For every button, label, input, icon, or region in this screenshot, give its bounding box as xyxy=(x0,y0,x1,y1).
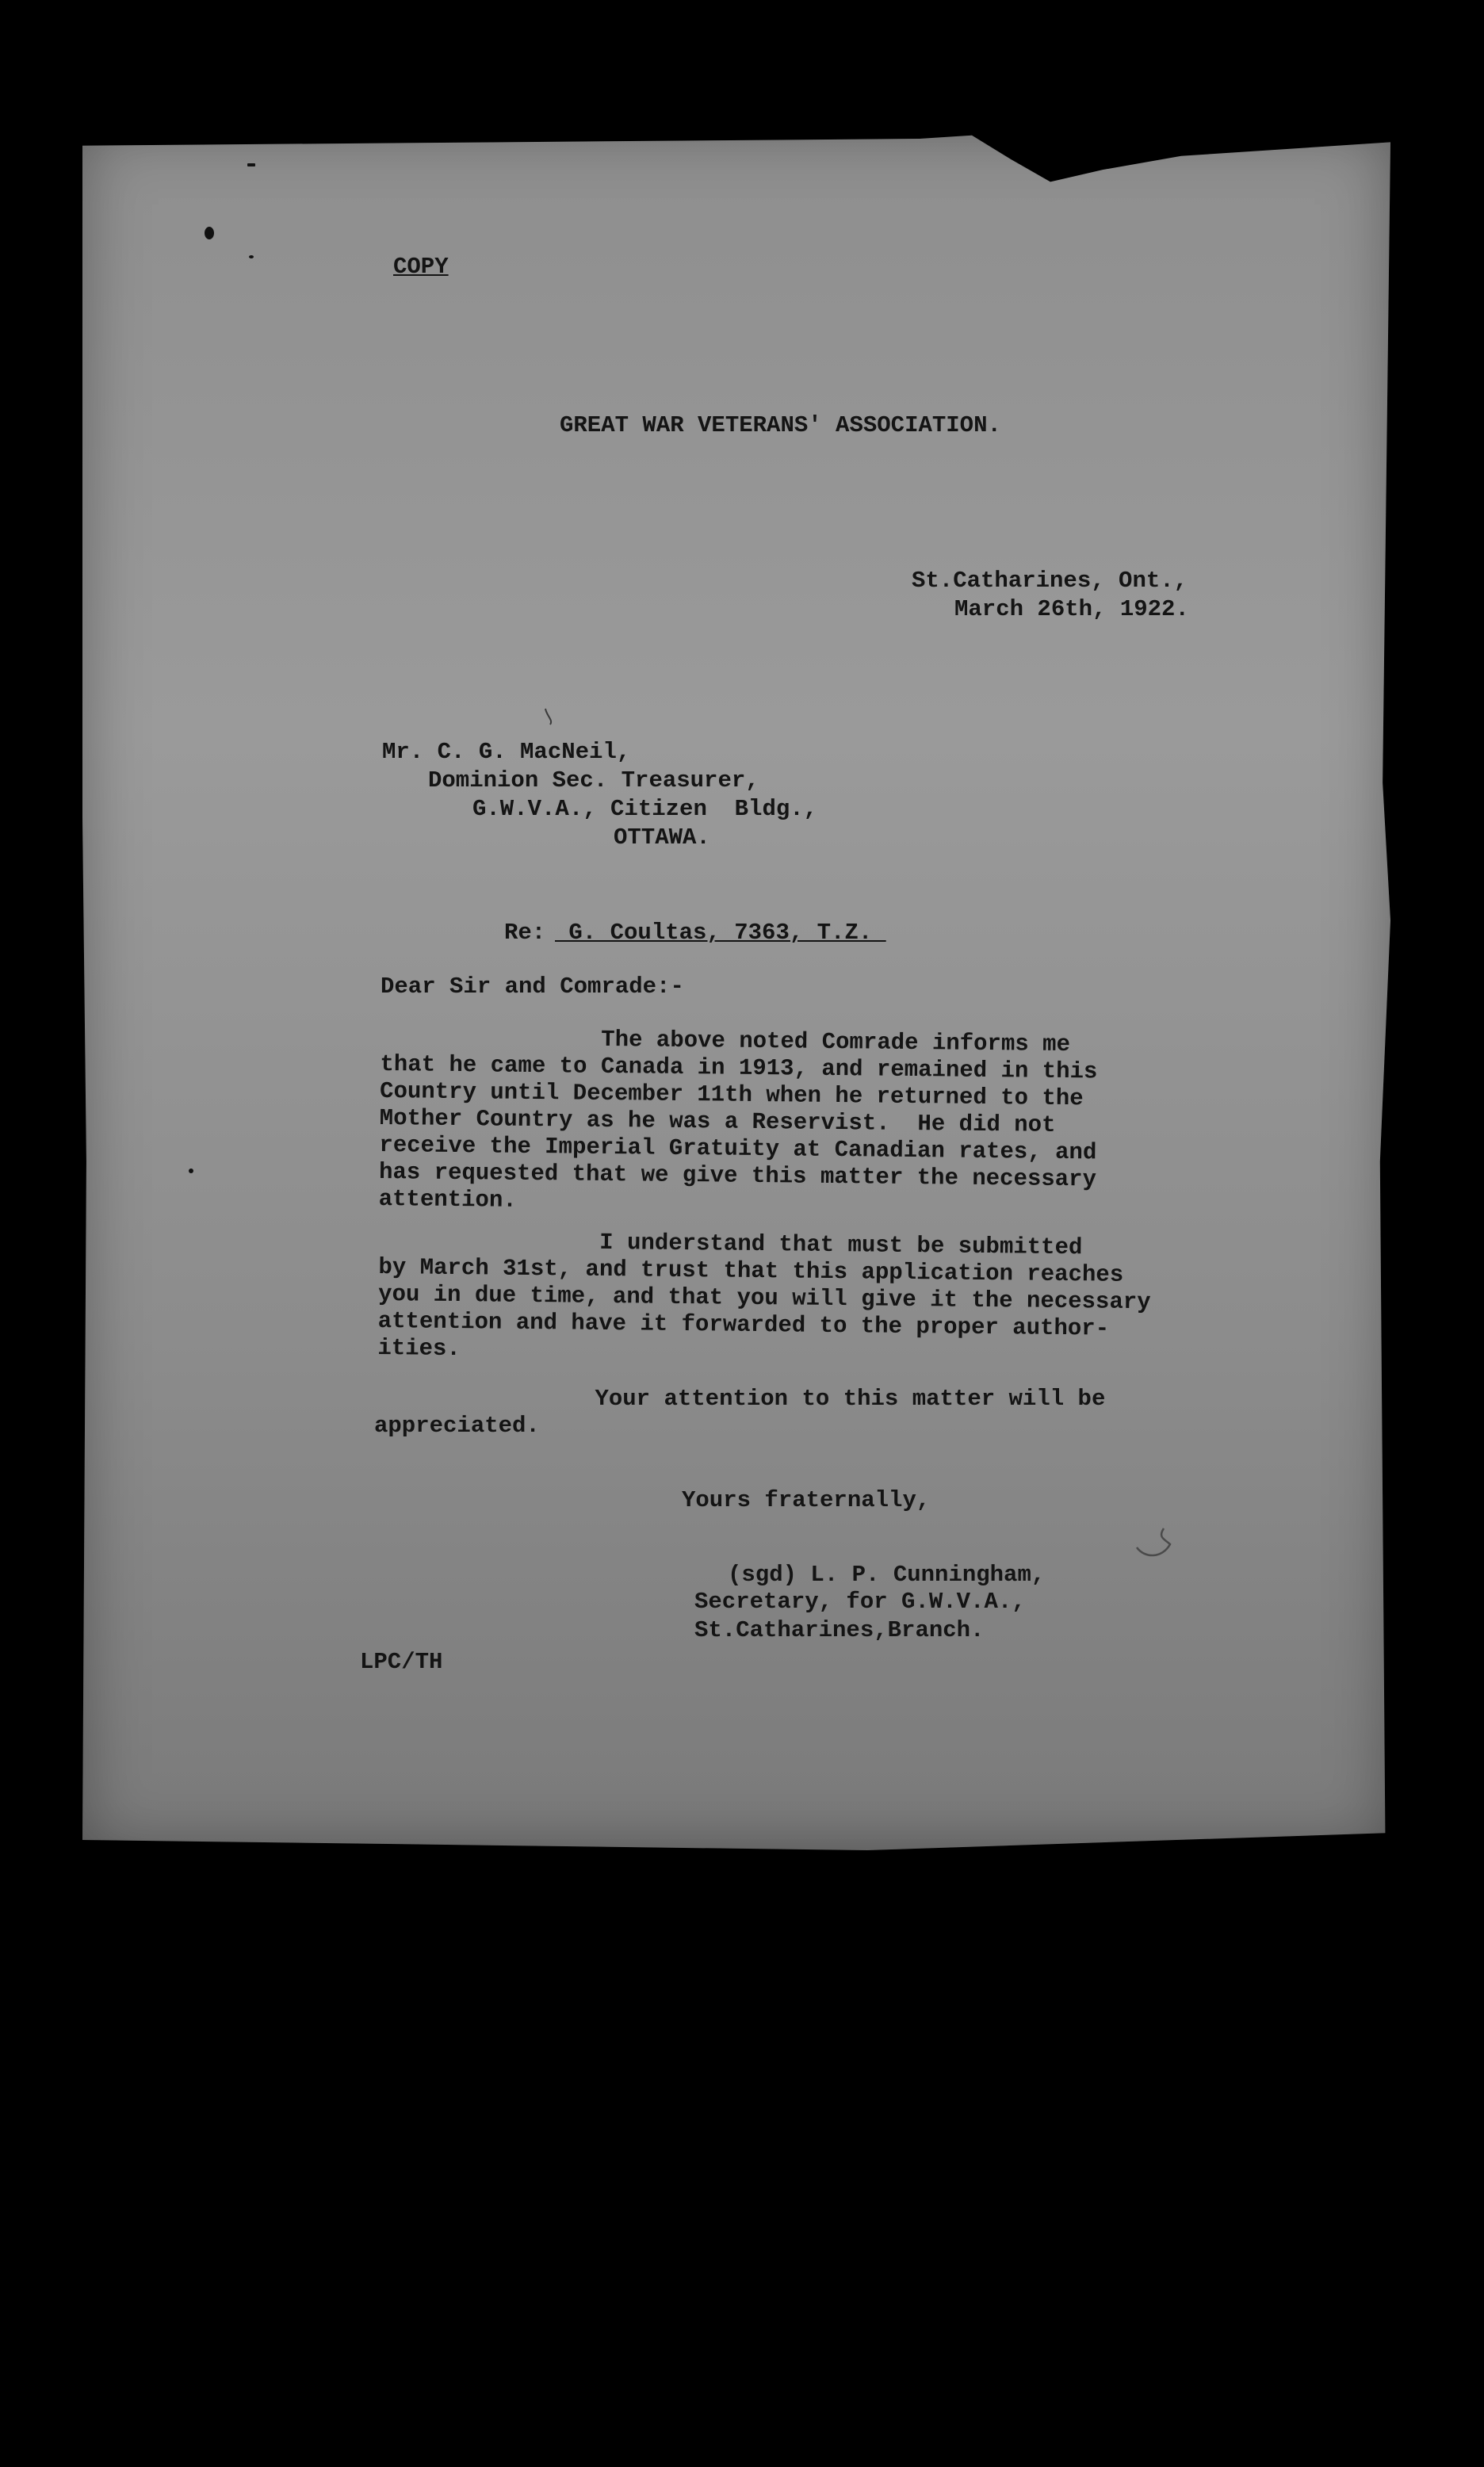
recipient-address: G.W.V.A., Citizen Bldg., xyxy=(472,796,818,822)
pencil-mark xyxy=(1134,1516,1181,1563)
ink-blot xyxy=(205,227,214,239)
closing: Yours fraternally, xyxy=(682,1487,931,1513)
letter-date: March 26th, 1922. xyxy=(954,596,1189,622)
pencil-tick xyxy=(542,706,558,729)
salutation: Dear Sir and Comrade:- xyxy=(381,973,684,1000)
ink-speck xyxy=(189,1168,193,1173)
signature-title: Secretary, for G.W.V.A., xyxy=(694,1589,1026,1615)
ink-speck xyxy=(247,163,255,166)
letterhead-title: GREAT WAR VETERANS' ASSOCIATION. xyxy=(560,412,1001,438)
body-paragraph-3: Your attention to this matter will be appreciated. xyxy=(374,1386,1106,1439)
body-paragraph-2: I understand that must be submitted by March 31st, and trust that this application reaches you in due time, and that you will give it the necessary attention and have it forwarded to the proper author- ities. xyxy=(377,1227,1151,1363)
copy-mark: COPY xyxy=(393,254,449,280)
letter-place: St.Catharines, Ont., xyxy=(912,568,1188,594)
recipient-city: OTTAWA. xyxy=(614,824,710,851)
recipient-title: Dominion Sec. Treasurer, xyxy=(428,767,759,794)
reference-initials: LPC/TH xyxy=(360,1649,443,1675)
ink-speck xyxy=(249,255,254,258)
recipient-name: Mr. C. G. MacNeil, xyxy=(382,739,631,765)
body-paragraph-1: The above noted Comrade informs me that he came to Canada in 1913, and remained in this Country until December 11th when he returned to the Mother Country as he was a Reservist. He did not receive the Imperial Gratuity at Canadian rates, and has requested that we give this matter the necessary attention. xyxy=(378,1024,1098,1214)
subject-value: G. Coultas, 7363, T.Z. xyxy=(555,920,886,946)
subject-label: Re: xyxy=(504,920,546,946)
signature-branch: St.Catharines,Branch. xyxy=(694,1617,985,1643)
signature-name: (sgd) L. P. Cunningham, xyxy=(728,1562,1046,1588)
